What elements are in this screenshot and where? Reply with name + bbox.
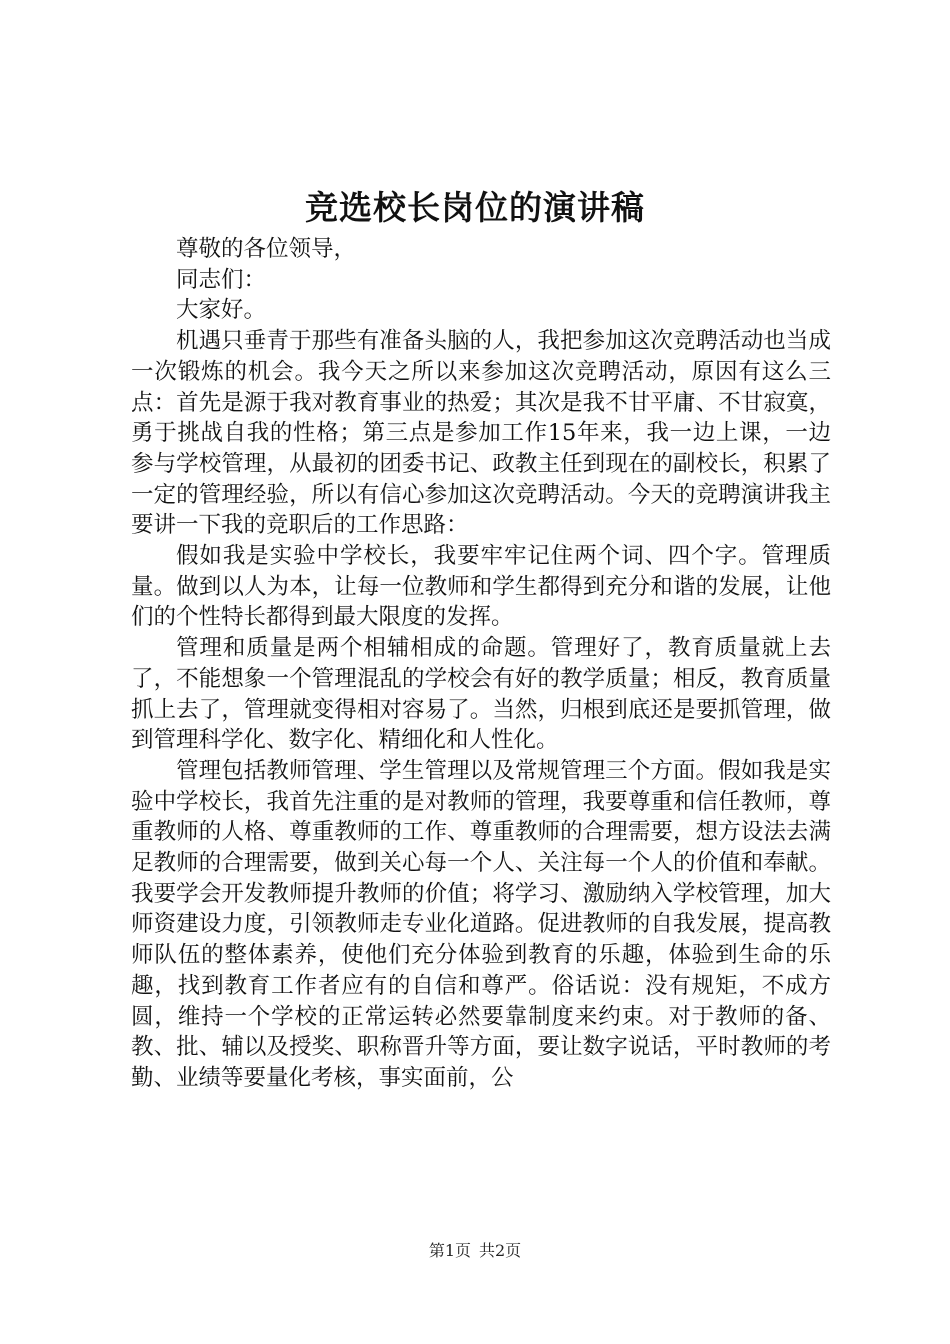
page-total: 共2页 [479,1241,522,1260]
salutation-line: 尊敬的各位领导， [176,236,357,262]
body-paragraph: 机遇只垂青于那些有准备头脑的人，我把参加这次竞聘活动也当成一次锻炼的机会。我今天之所以来参加这次竞聘活动，原因有这么三点：首先是源于我对教育事业的热爱；其次是我不甘平庸、不甘寂寞，勇于挑战自我的性格；第三点是参加工作15年来，我一边上课，一边参与学校管理，从最初的团委书记、政教主任到现在的副校长，积累了一定的管理经验，所以有信心参加这次竞聘活动。今天的竞聘演讲我主要讲一下我的竞职后的工作思路： [131,328,831,539]
body-paragraph: 管理和质量是两个相辅相成的命题。管理好了，教育质量就上去了，不能想象一个管理混乱的学校会有好的教学质量；相反，教育质量抓上去了，管理就变得相对容易了。当然，归根到底还是要抓管理，做到管理科学化、数字化、精细化和人性化。 [131,635,831,754]
document-title: 竞选校长岗位的演讲稿 [305,188,645,227]
body-paragraph: 管理包括教师管理、学生管理以及常规管理三个方面。假如我是实验中学校长，我首先注重的是对教师的管理，我要尊重和信任教师，尊重教师的人格、尊重教师的工作、尊重教师的合理需要，想方设法去满足教师的合理需要，做到关心每一个人、关注每一个人的价值和奉献。我要学会开发教师提升教师的价值；将学习、激励纳入学校管理，加大师资建设力度，引领教师走专业化道路。促进教师的自我发展，提高教师队伍的整体素养，使他们充分体验到教育的乐趣，体验到生命的乐趣，找到教育工作者应有的自信和尊严。俗话说：没有规矩，不成方圆，维持一个学校的正常运转必然要靠制度来约束。对于教师的备、教、批、辅以及授奖、职称晋升等方面，要让数字说话，平时教师的考勤、业绩等要量化考核，事实面前，公 [131,757,831,1091]
body-paragraph: 假如我是实验中学校长，我要牢牢记住两个词、四个字。管理质量。做到以人为本，让每一位教师和学生都得到充分和谐的发展，让他们的个性特长都得到最大限度的发挥。 [131,543,831,631]
page-number: 第1页 [428,1241,471,1260]
salutation-line: 同志们： [176,266,267,293]
page-footer [0,1240,950,1262]
document-body [131,234,831,1094]
greeting-line: 大家好。 [176,297,267,324]
